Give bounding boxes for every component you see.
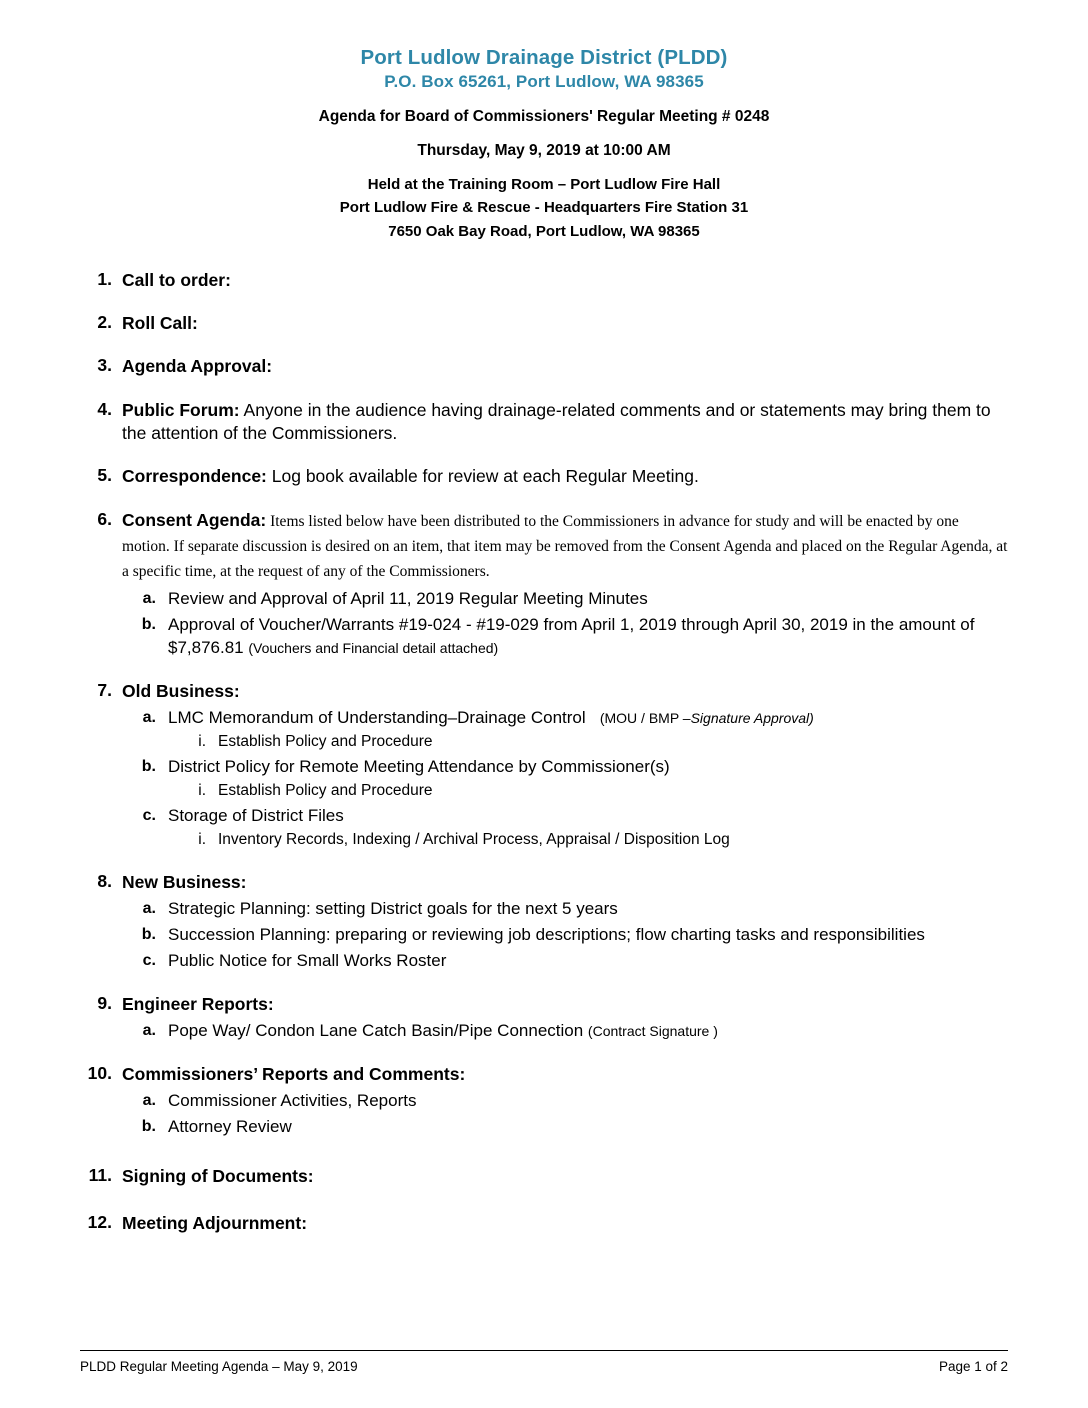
sub-item [122, 898, 1008, 921]
sub-sub-item [122, 732, 1008, 753]
sub-item [122, 805, 1008, 828]
item-label: Public Forum: [122, 399, 240, 420]
sub-item-letter: b. [141, 757, 156, 775]
meeting-title: Agenda for Board of Commissioners' Regular Meeting # 0248 [318, 108, 770, 126]
sub-item-letter: a. [142, 708, 156, 726]
sub-sub-item-number: i. [198, 781, 206, 799]
agenda-item-commissioners-reports [80, 1063, 1008, 1139]
item-label: Roll Call: [122, 313, 198, 334]
sub-item-main-text: Approval of Voucher/Warrants #19-024 - #19-029 from April 1, 2019 through April 30, 2019 in the amount of $7,876.81 [168, 614, 975, 657]
sub-sub-item [122, 830, 1008, 851]
item-text: Items listed below have been distributed to the Commissioners in advance for study and will be enacted by one motion. If separate discussion is desired on an item, that item may be removed from the Consent Agenda and placed on the Regular Agenda, at a specific time, at the request of any of the Commissioners. [122, 512, 1008, 580]
sub-sub-item [122, 781, 1008, 802]
sub-item-text: Review and Approval of April 11, 2019 Regular Meeting Minutes [168, 588, 648, 608]
sub-item-text [168, 707, 1008, 730]
sub-item-text: Commissioner Activities, Reports [168, 1091, 417, 1111]
item-number: 9. [97, 992, 112, 1013]
sub-item-note: (Contract Signature ) [587, 1022, 718, 1039]
agenda-item-call-to-order [80, 269, 1008, 292]
sub-item [122, 614, 1008, 660]
item-label: Meeting Adjournment: [122, 1213, 308, 1234]
sub-item [122, 1020, 1008, 1043]
item-number: 11. [88, 1164, 112, 1185]
item-label: Agenda Approval: [122, 356, 273, 377]
sub-item-text: District Policy for Remote Meeting Attendance by Commissioner(s) [168, 756, 670, 776]
item-label: Signing of Documents: [122, 1165, 314, 1186]
item-label: Call to order: [122, 269, 231, 290]
meeting-location-line-3: 7650 Oak Bay Road, Port Ludlow, WA 98365 [388, 222, 700, 240]
item-number: 7. [97, 679, 112, 700]
sub-item-letter: a. [142, 899, 156, 917]
sub-item-note: (MOU / BMP – [599, 709, 691, 726]
item-label: Commissioners’ Reports and Comments: [122, 1063, 466, 1084]
organization-title: Port Ludlow Drainage District (PLDD) [360, 46, 728, 69]
sub-item-note-italic: Signature Approval) [690, 709, 814, 726]
page-footer [80, 1350, 1008, 1374]
item-label: New Business: [122, 871, 247, 892]
sub-item [122, 588, 1008, 611]
sub-item-letter: c. [142, 951, 156, 969]
sub-list [122, 707, 1008, 851]
sub-item-letter: a. [142, 589, 156, 607]
footer-page-number: Page 1 of 2 [938, 1359, 1008, 1374]
sub-item [122, 1090, 1008, 1113]
item-label: Old Business: [122, 680, 240, 701]
item-number: 4. [97, 398, 112, 419]
sub-item-letter: a. [142, 1021, 156, 1039]
sub-item-letter: b. [141, 615, 156, 633]
sub-item [122, 707, 1008, 730]
sub-sub-item-text: Establish Policy and Procedure [218, 781, 433, 799]
agenda-item-new-business [80, 871, 1008, 973]
item-number: 3. [97, 355, 112, 376]
item-number: 2. [97, 312, 112, 333]
item-number: 5. [97, 465, 112, 486]
sub-item-text: Storage of District Files [168, 805, 344, 825]
item-text: Anyone in the audience having drainage-related comments and or statements may bring them to the attention of the Commissioners. [122, 399, 991, 443]
sub-item-text: Succession Planning: preparing or reviewing job descriptions; flow charting tasks and responsibilities [168, 924, 925, 944]
sub-list [122, 898, 1008, 973]
agenda-item-public-forum [80, 399, 1008, 446]
sub-list [122, 1020, 1008, 1043]
sub-item-letter: b. [141, 925, 156, 943]
sub-sub-item-text: Inventory Records, Indexing / Archival Process, Appraisal / Disposition Log [218, 830, 730, 848]
meeting-location-line-1: Held at the Training Room – Port Ludlow Fire Hall [367, 176, 721, 194]
agenda-list [80, 269, 1008, 1236]
item-number: 8. [97, 870, 112, 891]
sub-sub-item-text: Establish Policy and Procedure [218, 732, 433, 750]
agenda-item-roll-call [80, 312, 1008, 335]
sub-sub-item-number: i. [198, 830, 206, 848]
sub-item-letter: b. [141, 1117, 156, 1135]
sub-item [122, 924, 1008, 947]
item-label: Engineer Reports: [122, 993, 274, 1014]
item-label: Consent Agenda: [122, 509, 267, 530]
agenda-item-old-business [80, 680, 1008, 851]
item-number: 10. [87, 1062, 112, 1083]
sub-item-text: Public Notice for Small Works Roster [168, 950, 447, 970]
sub-item-letter: a. [142, 1092, 156, 1110]
sub-item-text [168, 614, 1008, 660]
organization-address: P.O. Box 65261, Port Ludlow, WA 98365 [384, 72, 704, 92]
footer-left-text: PLDD Regular Meeting Agenda – May 9, 2019 [80, 1359, 358, 1374]
meeting-datetime: Thursday, May 9, 2019 at 10:00 AM [417, 142, 671, 160]
sub-item-letter: c. [142, 806, 156, 824]
sub-item-main-text: Pope Way/ Condon Lane Catch Basin/Pipe Connection [168, 1020, 588, 1040]
agenda-item-engineer-reports [80, 993, 1008, 1043]
sub-list [122, 1090, 1008, 1139]
sub-item-main-text: LMC Memorandum of Understanding–Drainage Control [168, 707, 586, 727]
sub-item [122, 950, 1008, 973]
footer-divider [80, 1350, 1008, 1351]
item-label: Correspondence: [122, 466, 267, 487]
sub-item [122, 756, 1008, 779]
item-number: 6. [97, 508, 112, 529]
sub-item-text: Strategic Planning: setting District goals for the next 5 years [168, 898, 618, 918]
sub-list [122, 588, 1008, 660]
document-header [80, 44, 1008, 243]
sub-sub-item-number: i. [198, 732, 206, 750]
sub-item-text [168, 1020, 1008, 1043]
sub-item-text: Attorney Review [168, 1116, 292, 1136]
item-number: 12. [87, 1212, 112, 1233]
agenda-item-agenda-approval [80, 355, 1008, 378]
agenda-item-consent-agenda [80, 509, 1008, 660]
item-number: 1. [97, 268, 112, 289]
agenda-item-signing-of-documents [80, 1165, 1008, 1188]
agenda-item-correspondence [80, 465, 1008, 488]
agenda-item-meeting-adjournment [80, 1212, 1008, 1235]
sub-item-note: (Vouchers and Financial detail attached) [248, 639, 499, 656]
item-text: Log book available for review at each Regular Meeting. [266, 466, 699, 487]
sub-item [122, 1116, 1008, 1139]
meeting-location-line-2: Port Ludlow Fire & Rescue - Headquarters Fire Station 31 [339, 199, 749, 217]
